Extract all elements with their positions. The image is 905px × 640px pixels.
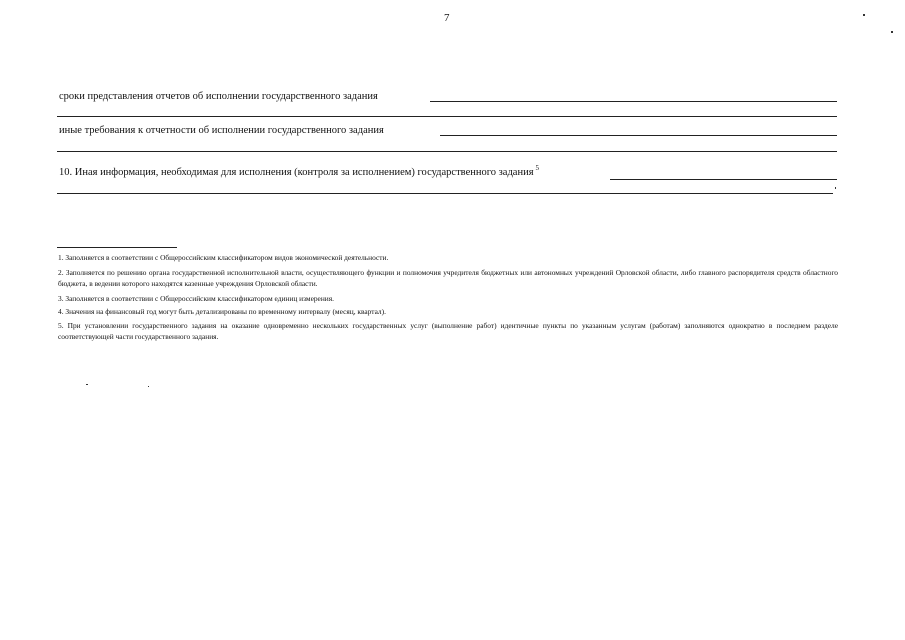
other-reporting-requirements-label: иные требования к отчетности об исполнении государственного задания [59,125,384,136]
page-number: 7 [444,12,450,24]
other-information-label [59,164,540,178]
footnote-separator [57,247,177,248]
reporting-deadlines-label: сроки представления отчетов об исполнении государственного задания [59,91,378,102]
other-reporting-requirements-blank [440,135,837,136]
other-information-continuation-line [57,193,833,194]
footnote-2: 2. Заполняется по решению органа государственной исполнительной власти, осуществляющего функции и полномочия учредителя бюджетных или автономных учреждений Орловской области, либо главного распорядителя средств областного бюджета, в ведении которого находятся казенные учреждения Орловской области. [58,267,838,288]
reporting-deadlines-blank [430,101,837,102]
scan-speck [891,31,893,33]
other-information-text: 10. Иная информация, необходимая для исполнения (контроля за исполнением) государственного задания [59,167,534,178]
footnote-5: 5. При установлении государственного задания на оказание одновременно нескольких государственных услуг (выполнение работ) идентичные пункты по указанным услугам (работам) заполняются однократно в последнем разделе соответствующей части государственного задания. [58,320,838,341]
footnote-reference-5: 5 [535,164,540,172]
footnote-4: 4. Значения на финансовый год могут быть детализированы по временному интервалу (месяц, квартал). [58,307,386,316]
scan-speck [148,386,149,387]
footnote-1: 1. Заполняется в соответствии с Общероссийским классификатором видов экономической деятельности. [58,253,389,262]
scan-speck [835,187,836,189]
scan-speck [86,384,88,385]
reporting-deadlines-continuation-line [57,116,837,117]
footnotes-section [58,252,838,345]
scan-speck [863,14,865,16]
other-information-blank [610,179,837,180]
footnote-3: 3. Заполняется в соответствии с Общероссийским классификатором единиц измерения. [58,293,334,303]
other-reporting-requirements-continuation-line [57,151,837,152]
